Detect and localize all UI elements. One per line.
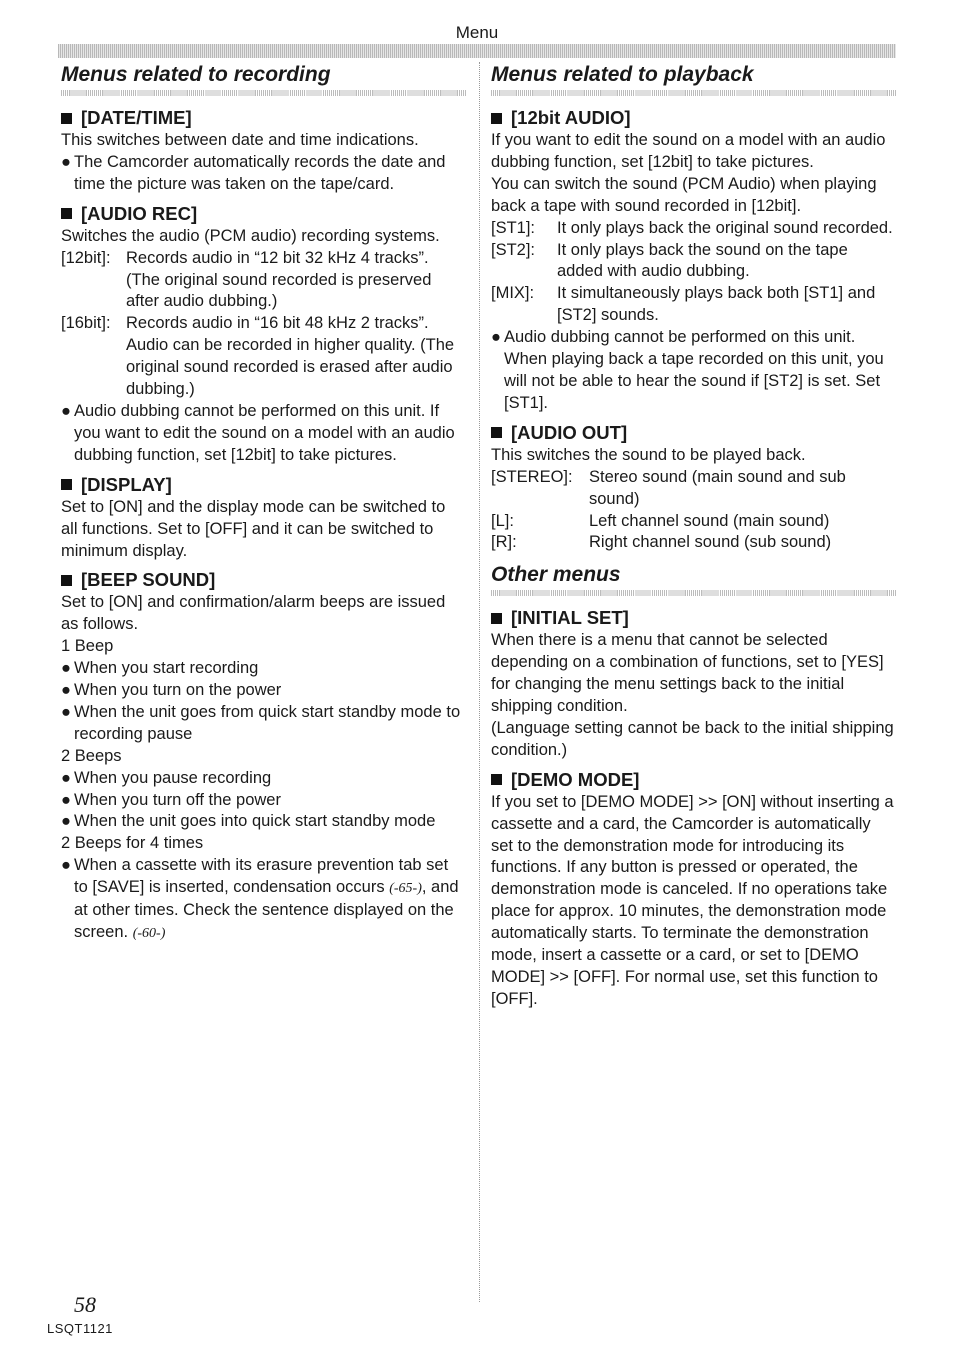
definition-row [61,313,466,401]
bullet-dot-icon: ● [61,768,71,787]
group-label: 1 Beep [61,637,114,656]
bullet-dot-icon: ● [61,702,71,721]
bullet-dot-icon: ● [61,401,71,420]
heading-text: [DISPLAY] [81,473,172,495]
definition-value: Records audio in “12 bit 32 kHz 4 tracks”. (The original sound recorded is preserved after audio dubbing.) [126,248,432,311]
definition-value: It only plays back the sound on the tape added with audio dubbing. [557,240,848,281]
paragraph: If you set to [DEMO MODE] >> [ON] without inserting a cassette and a card, the Camcorder is automatically set to the demonstration mode for introducing its functions. If any button is pressed or operated, the demonstration mode is canceled. If no operations take place for approx. 10 minutes, the demonstration mode automatically starts. To terminate the demonstration mode, insert a cassette or a card, or set to [DEMO MODE] >> [OFF]. For normal use, set this function to [OFF]. [491,792,894,1008]
column-divider [479,62,480,1302]
square-bullet-icon [491,774,502,785]
bullet-item [61,152,466,196]
definition-value: Stereo sound (main sound and sub sound) [589,467,846,508]
definition-key: [R]: [491,533,517,552]
definition-key: [16bit]: [61,314,111,333]
paragraph: If you want to edit the sound on a model with an audio dubbing function, set [12bit] to take pictures. [491,131,886,171]
page-header-title: Menu [455,23,499,42]
group-label: 2 Beeps [61,746,122,765]
section-title-other: Other menus [491,563,621,587]
bullet-dot-icon: ● [491,328,501,347]
bullet-text: Audio dubbing cannot be performed on this unit. If you want to edit the sound on a model with an audio dubbing function, set [12bit] to take pictures. [74,401,455,464]
heading-beep-sound [61,568,466,592]
paragraph: This switches the sound to be played back. [491,445,806,464]
heading-text: [AUDIO REC] [81,202,198,224]
heading-text: [INITIAL SET] [511,607,629,629]
paragraph: When there is a menu that cannot be selected depending on a combination of functions, set to [YES] for changing the menu settings back to the initial shipping condition. [491,631,884,716]
bullet-text-part: When a cassette with its erasure prevention tab set to [SAVE] is inserted, condensation occurs [74,856,449,897]
bullet-item [61,658,466,680]
left-column [61,62,466,945]
group-label: 2 Beeps for 4 times [61,834,204,853]
heading-date-time [61,106,466,130]
heading-text: [DATE/TIME] [81,107,192,128]
definition-value: Right channel sound (sub sound) [589,533,832,552]
square-bullet-icon [61,208,72,219]
bullet-dot-icon: ● [61,812,71,831]
square-bullet-icon [61,575,72,586]
document-code: LSQT1121 [47,1321,113,1336]
definition-key: [ST1]: [491,218,536,237]
definition-row [491,283,896,327]
definition-row [491,511,896,533]
bullet-item [61,702,466,746]
bullet-dot-icon: ● [61,790,71,809]
bullet-text: Audio dubbing cannot be performed on this unit. When playing back a tape recorded on this unit, you will not be able to hear the sound if [ST2] is set. Set [ST1]. [504,328,884,412]
bullet-text: When you turn off the power [74,790,281,809]
paragraph: You can switch the sound (PCM Audio) when playing back a tape with sound recorded in [12bit]. [491,174,877,215]
paragraph: Set to [ON] and the display mode can be switched to all functions. Set to [OFF] and it can be switched to minimum display. [61,497,446,560]
definition-row [491,218,896,240]
paragraph: This switches between date and time indications. [61,131,419,149]
bullet-item [491,327,896,415]
bullet-item [61,680,466,702]
definition-row [491,240,896,284]
section-title-playback: Menus related to playback [491,63,754,86]
page-reference-link[interactable]: (-60-) [132,926,166,941]
bullet-dot-icon: ● [61,856,71,875]
definition-row [61,248,466,314]
definition-key: [MIX]: [491,284,535,303]
heading-text: [12bit AUDIO] [511,107,631,128]
heading-text: [BEEP SOUND] [81,569,216,591]
bullet-item [61,790,466,812]
bullet-text-part: , and at other times. Check the sentence displayed on the screen. [74,878,459,941]
bullet-item [61,401,466,467]
square-bullet-icon [491,113,502,124]
definition-value: Records audio in “16 bit 48 kHz 2 tracks”. Audio can be recorded in higher quality. (The original sound recorded is erased after audio dubbing.) [126,314,455,399]
bullet-text [74,855,466,945]
bullet-dot-icon: ● [61,681,71,700]
heading-demo-mode [491,768,896,792]
bullet-dot-icon: ● [61,659,71,678]
page-reference-link[interactable]: (-65-) [389,881,422,897]
paragraph: (Language setting cannot be back to the initial shipping condition.) [491,718,894,759]
right-column [491,62,896,1011]
square-bullet-icon [61,479,72,490]
bullet-text: When you start recording [74,659,259,678]
section-title-recording: Menus related to recording [61,63,331,86]
page-number: 58 [74,1292,96,1317]
heading-12bit-audio [491,106,896,130]
square-bullet-icon [61,113,72,124]
heading-audio-out [491,421,896,445]
square-bullet-icon [491,613,502,624]
heading-audio-rec [61,202,466,226]
definition-value: It only plays back the original sound recorded. [557,218,893,237]
heading-initial-set [491,606,896,630]
heading-text: [DEMO MODE] [511,768,640,790]
bullet-item [61,811,466,833]
bullet-text: When the unit goes from quick start standby mode to recording pause [74,702,461,743]
paragraph: Switches the audio (PCM audio) recording systems. [61,226,440,245]
paragraph: Set to [ON] and confirmation/alarm beeps are issued as follows. [61,593,446,634]
definition-row [491,467,896,511]
bullet-dot-icon: ● [61,152,71,171]
definition-key: [L]: [491,511,514,530]
definition-value: Left channel sound (main sound) [589,511,830,530]
definition-key: [STEREO]: [491,467,573,486]
definition-key: [ST2]: [491,240,536,259]
definition-row [491,532,896,554]
definition-value: It simultaneously plays back both [ST1] and [ST2] sounds. [557,284,876,325]
square-bullet-icon [491,427,502,438]
heading-text: [AUDIO OUT] [511,421,628,443]
bullet-item [61,855,466,945]
heading-display [61,473,466,497]
bullet-item [61,768,466,790]
header-pattern-bar [58,44,896,58]
bullet-text: The Camcorder automatically records the date and time the picture was taken on the tape/card. [74,152,446,193]
bullet-text: When you turn on the power [74,681,282,700]
bullet-text: When the unit goes into quick start standby mode [74,812,436,831]
bullet-text: When you pause recording [74,768,272,787]
definition-key: [12bit]: [61,248,111,267]
